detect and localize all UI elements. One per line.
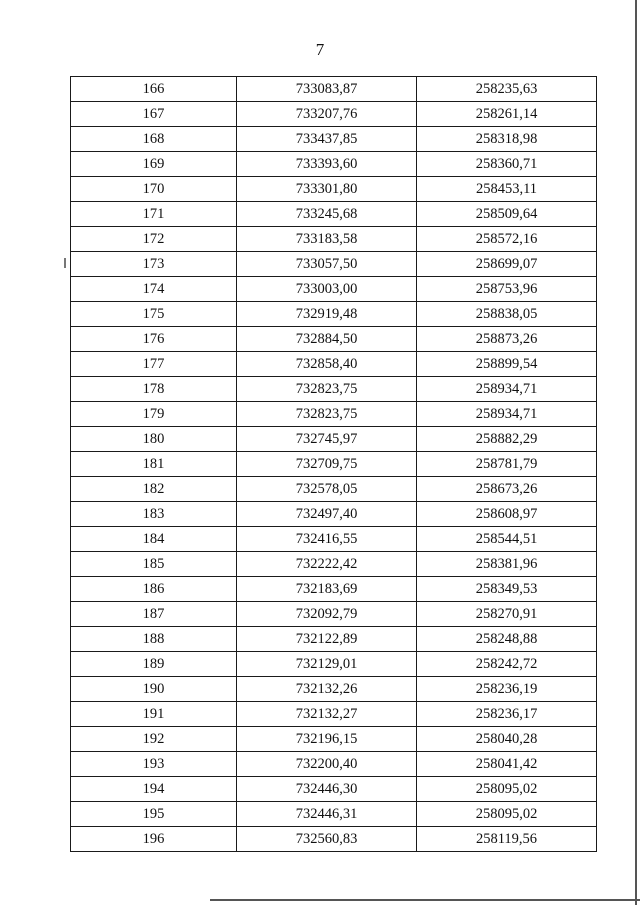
table-row — [71, 177, 597, 202]
y-coordinate-cell: 258934,71 — [417, 402, 597, 427]
y-coordinate-cell: 258699,07 — [417, 252, 597, 277]
y-coordinate-cell: 258119,56 — [417, 827, 597, 852]
coordinates-table-body — [71, 77, 597, 852]
x-coordinate-cell: 732416,55 — [237, 527, 417, 552]
x-coordinate-cell: 732578,05 — [237, 477, 417, 502]
table-row — [71, 377, 597, 402]
point-number-cell: 187 — [71, 602, 237, 627]
point-number-cell: 186 — [71, 577, 237, 602]
y-coordinate-cell: 258248,88 — [417, 627, 597, 652]
point-number-cell: 176 — [71, 327, 237, 352]
x-coordinate-cell: 732745,97 — [237, 427, 417, 452]
y-coordinate-cell: 258882,29 — [417, 427, 597, 452]
x-coordinate-cell: 732446,30 — [237, 777, 417, 802]
point-number-cell: 192 — [71, 727, 237, 752]
scan-edge-right — [635, 0, 637, 905]
x-coordinate-cell: 732919,48 — [237, 302, 417, 327]
y-coordinate-cell: 258572,16 — [417, 227, 597, 252]
point-number-cell: 182 — [71, 477, 237, 502]
y-coordinate-cell: 258261,14 — [417, 102, 597, 127]
y-coordinate-cell: 258236,19 — [417, 677, 597, 702]
y-coordinate-cell: 258381,96 — [417, 552, 597, 577]
y-coordinate-cell: 258095,02 — [417, 777, 597, 802]
x-coordinate-cell: 733057,50 — [237, 252, 417, 277]
table-row — [71, 227, 597, 252]
point-number-cell: 173 — [71, 252, 237, 277]
y-coordinate-cell: 258781,79 — [417, 452, 597, 477]
x-coordinate-cell: 733301,80 — [237, 177, 417, 202]
point-number-cell: 191 — [71, 702, 237, 727]
point-number-cell: 181 — [71, 452, 237, 477]
table-row — [71, 102, 597, 127]
y-coordinate-cell: 258899,54 — [417, 352, 597, 377]
y-coordinate-cell: 258041,42 — [417, 752, 597, 777]
x-coordinate-cell: 732823,75 — [237, 377, 417, 402]
x-coordinate-cell: 732222,42 — [237, 552, 417, 577]
x-coordinate-cell: 732122,89 — [237, 627, 417, 652]
y-coordinate-cell: 258753,96 — [417, 277, 597, 302]
x-coordinate-cell: 732129,01 — [237, 652, 417, 677]
table-row — [71, 577, 597, 602]
y-coordinate-cell: 258509,64 — [417, 202, 597, 227]
point-number-cell: 195 — [71, 802, 237, 827]
page-number: 7 — [315, 40, 325, 59]
point-number-cell: 196 — [71, 827, 237, 852]
table-row — [71, 802, 597, 827]
x-coordinate-cell: 732196,15 — [237, 727, 417, 752]
x-coordinate-cell: 732497,40 — [237, 502, 417, 527]
x-coordinate-cell: 733083,87 — [237, 77, 417, 102]
point-number-cell: 166 — [71, 77, 237, 102]
x-coordinate-cell: 733393,60 — [237, 152, 417, 177]
x-coordinate-cell: 732092,79 — [237, 602, 417, 627]
point-number-cell: 193 — [71, 752, 237, 777]
y-coordinate-cell: 258673,26 — [417, 477, 597, 502]
point-number-cell: 168 — [71, 127, 237, 152]
table-row — [71, 152, 597, 177]
table-row — [71, 652, 597, 677]
point-number-cell: 177 — [71, 352, 237, 377]
point-number-cell: 174 — [71, 277, 237, 302]
y-coordinate-cell: 258236,17 — [417, 702, 597, 727]
point-number-cell: 190 — [71, 677, 237, 702]
coordinates-table — [70, 76, 597, 852]
x-coordinate-cell: 733245,68 — [237, 202, 417, 227]
x-coordinate-cell: 732132,27 — [237, 702, 417, 727]
table-row — [71, 402, 597, 427]
point-number-cell: 179 — [71, 402, 237, 427]
x-coordinate-cell: 732560,83 — [237, 827, 417, 852]
y-coordinate-cell: 258270,91 — [417, 602, 597, 627]
y-coordinate-cell: 258838,05 — [417, 302, 597, 327]
point-number-cell: 170 — [71, 177, 237, 202]
table-row — [71, 252, 597, 277]
point-number-cell: 189 — [71, 652, 237, 677]
y-coordinate-cell: 258349,53 — [417, 577, 597, 602]
x-coordinate-cell: 733437,85 — [237, 127, 417, 152]
table-row — [71, 627, 597, 652]
table-row — [71, 702, 597, 727]
table-row — [71, 452, 597, 477]
x-coordinate-cell: 732183,69 — [237, 577, 417, 602]
y-coordinate-cell: 258095,02 — [417, 802, 597, 827]
x-coordinate-cell: 733207,76 — [237, 102, 417, 127]
y-coordinate-cell: 258040,28 — [417, 727, 597, 752]
point-number-cell: 169 — [71, 152, 237, 177]
x-coordinate-cell: 732884,50 — [237, 327, 417, 352]
point-number-cell: 171 — [71, 202, 237, 227]
point-number-cell: 184 — [71, 527, 237, 552]
table-row — [71, 777, 597, 802]
table-row — [71, 752, 597, 777]
table-row — [71, 202, 597, 227]
scan-edge-bottom — [210, 899, 640, 901]
point-number-cell: 183 — [71, 502, 237, 527]
x-coordinate-cell: 732858,40 — [237, 352, 417, 377]
y-coordinate-cell: 258873,26 — [417, 327, 597, 352]
table-row — [71, 277, 597, 302]
y-coordinate-cell: 258608,97 — [417, 502, 597, 527]
table-row — [71, 477, 597, 502]
y-coordinate-cell: 258360,71 — [417, 152, 597, 177]
table-row — [71, 127, 597, 152]
table-row — [71, 552, 597, 577]
x-coordinate-cell: 733003,00 — [237, 277, 417, 302]
point-number-cell: 185 — [71, 552, 237, 577]
point-number-cell: 194 — [71, 777, 237, 802]
point-number-cell: 178 — [71, 377, 237, 402]
y-coordinate-cell: 258934,71 — [417, 377, 597, 402]
table-row — [71, 827, 597, 852]
y-coordinate-cell: 258242,72 — [417, 652, 597, 677]
point-number-cell: 180 — [71, 427, 237, 452]
y-coordinate-cell: 258544,51 — [417, 527, 597, 552]
y-coordinate-cell: 258318,98 — [417, 127, 597, 152]
y-coordinate-cell: 258235,63 — [417, 77, 597, 102]
table-row — [71, 727, 597, 752]
table-row — [71, 327, 597, 352]
table-row — [71, 527, 597, 552]
table-row — [71, 77, 597, 102]
point-number-cell: 172 — [71, 227, 237, 252]
x-coordinate-cell: 732446,31 — [237, 802, 417, 827]
table-row — [71, 677, 597, 702]
table-row — [71, 602, 597, 627]
x-coordinate-cell: 732823,75 — [237, 402, 417, 427]
table-row — [71, 352, 597, 377]
x-coordinate-cell: 733183,58 — [237, 227, 417, 252]
x-coordinate-cell: 732132,26 — [237, 677, 417, 702]
table-row — [71, 302, 597, 327]
x-coordinate-cell: 732200,40 — [237, 752, 417, 777]
point-number-cell: 167 — [71, 102, 237, 127]
table-row — [71, 502, 597, 527]
table-row — [71, 427, 597, 452]
y-coordinate-cell: 258453,11 — [417, 177, 597, 202]
x-coordinate-cell: 732709,75 — [237, 452, 417, 477]
point-number-cell: 188 — [71, 627, 237, 652]
point-number-cell: 175 — [71, 302, 237, 327]
scan-mark — [64, 258, 66, 268]
